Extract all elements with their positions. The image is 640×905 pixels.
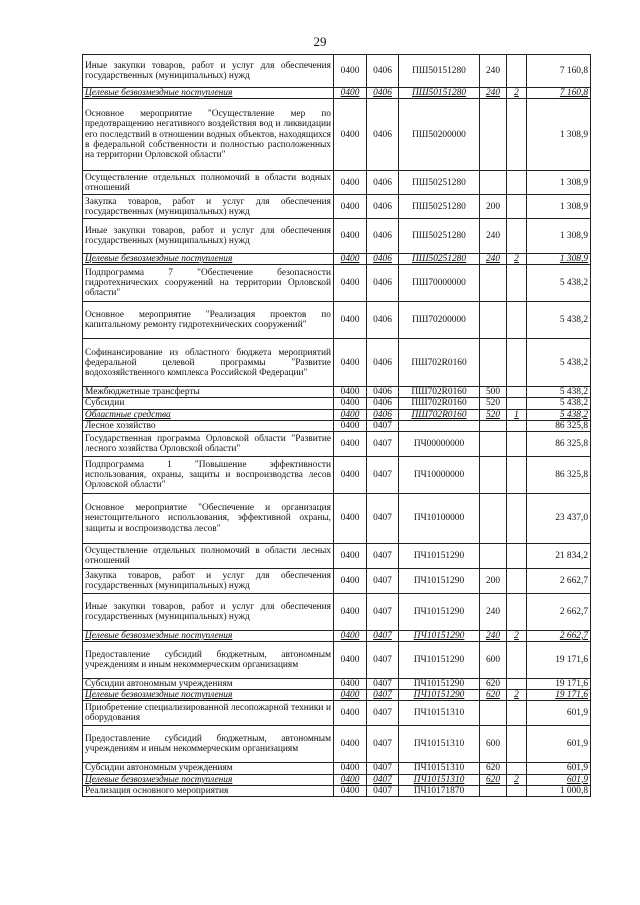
amount-cell: 1 308,9 [527, 171, 591, 195]
table-row [83, 302, 591, 339]
amount-cell: 19 171,6 [527, 642, 591, 679]
subsection-code-cell: 0407 [367, 493, 399, 543]
subsection-code-cell: 0407 [367, 701, 399, 726]
target-article-cell: ПШ50251280 [399, 219, 480, 254]
row-name-cell: Закупка товаров, работ и услуг для обеспечения государственных (муниципальных) нужд [83, 195, 334, 219]
amount-cell: 1 000,8 [527, 785, 591, 796]
target-article-cell: ПЧ10151310 [399, 774, 480, 785]
section-code-cell: 0400 [334, 568, 367, 593]
section-code-cell: 0400 [334, 630, 367, 641]
expense-type-cell: 520 [480, 398, 507, 409]
row-name-cell: Закупка товаров, работ и услуг для обеспечения государственных (муниципальных) нужд [83, 568, 334, 593]
target-article-cell: ПЧ10151290 [399, 642, 480, 679]
expense-type-cell [480, 543, 507, 568]
row-name-cell: Основное мероприятие "Реализация проектов по капитальному ремонту гидротехнических сооружений" [83, 302, 334, 339]
subsection-code-cell: 0407 [367, 726, 399, 763]
table-row [83, 785, 591, 796]
subsection-code-cell: 0406 [367, 55, 399, 88]
target-article-cell: ПШ702R0160 [399, 387, 480, 398]
section-code-cell: 0400 [334, 219, 367, 254]
source-code-cell [507, 679, 527, 690]
target-article-cell: ПЧ10151290 [399, 690, 480, 701]
row-name-cell: Целевые безвозмездные поступления [83, 774, 334, 785]
expense-type-cell: 240 [480, 254, 507, 265]
subsection-code-cell: 0407 [367, 763, 399, 774]
row-name-cell: Субсидии [83, 398, 334, 409]
target-article-cell: ПЧ00000000 [399, 431, 480, 456]
section-code-cell: 0400 [334, 99, 367, 171]
source-code-cell: 1 [507, 409, 527, 420]
expense-type-cell [480, 420, 507, 431]
table-row [83, 763, 591, 774]
row-name-cell: Целевые безвозмездные поступления [83, 690, 334, 701]
amount-cell: 19 171,6 [527, 679, 591, 690]
table-row [83, 195, 591, 219]
table-row [83, 701, 591, 726]
source-code-cell [507, 171, 527, 195]
expense-type-cell: 520 [480, 409, 507, 420]
table-row [83, 642, 591, 679]
table-row [83, 339, 591, 387]
target-article-cell: ПЧ10151290 [399, 679, 480, 690]
target-article-cell: ПЧ10151310 [399, 763, 480, 774]
expense-type-cell: 620 [480, 679, 507, 690]
subsection-code-cell: 0407 [367, 785, 399, 796]
subsection-code-cell: 0406 [367, 99, 399, 171]
target-article-cell [399, 420, 480, 431]
amount-cell: 5 438,2 [527, 387, 591, 398]
subsection-code-cell: 0406 [367, 254, 399, 265]
subsection-code-cell: 0406 [367, 302, 399, 339]
row-name-cell: Приобретение специализированной лесопожарной техники и оборудования [83, 701, 334, 726]
table-row [83, 88, 591, 99]
section-code-cell: 0400 [334, 171, 367, 195]
source-code-cell: 2 [507, 774, 527, 785]
amount-cell: 7 160,8 [527, 55, 591, 88]
row-name-cell: Областные средства [83, 409, 334, 420]
target-article-cell: ПШ702R0160 [399, 409, 480, 420]
source-code-cell [507, 543, 527, 568]
subsection-code-cell: 0407 [367, 568, 399, 593]
amount-cell: 2 662,7 [527, 630, 591, 641]
section-code-cell: 0400 [334, 785, 367, 796]
row-name-cell: Основное мероприятие "Осуществление мер по предотвращению негативного воздействия вод и ликвидации его последствий в отношении водных объектов, находящихся в федеральной собственности и полностью расположенных на территории Орловской области" [83, 99, 334, 171]
source-code-cell [507, 726, 527, 763]
amount-cell: 19 171,6 [527, 690, 591, 701]
row-name-cell: Предоставление субсидий бюджетным, автономным учреждениям и иным некоммерческим организациям [83, 726, 334, 763]
expense-type-cell: 620 [480, 763, 507, 774]
budget-table-body [83, 55, 591, 797]
source-code-cell: 2 [507, 88, 527, 99]
table-row [83, 219, 591, 254]
section-code-cell: 0400 [334, 593, 367, 630]
amount-cell: 601,9 [527, 726, 591, 763]
expense-type-cell [480, 785, 507, 796]
section-code-cell: 0400 [334, 254, 367, 265]
section-code-cell: 0400 [334, 642, 367, 679]
row-name-cell: Иные закупки товаров, работ и услуг для обеспечения государственных (муниципальных) нужд [83, 219, 334, 254]
source-code-cell [507, 265, 527, 302]
table-row [83, 55, 591, 88]
table-row [83, 431, 591, 456]
amount-cell: 1 308,9 [527, 254, 591, 265]
source-code-cell: 2 [507, 254, 527, 265]
subsection-code-cell: 0407 [367, 630, 399, 641]
section-code-cell: 0400 [334, 456, 367, 493]
target-article-cell: ПЧ10151290 [399, 543, 480, 568]
source-code-cell [507, 431, 527, 456]
source-code-cell [507, 55, 527, 88]
source-code-cell [507, 420, 527, 431]
amount-cell: 5 438,2 [527, 398, 591, 409]
amount-cell: 601,9 [527, 701, 591, 726]
row-name-cell: Субсидии автономным учреждениям [83, 763, 334, 774]
section-code-cell: 0400 [334, 774, 367, 785]
source-code-cell [507, 763, 527, 774]
target-article-cell: ПЧ10151310 [399, 726, 480, 763]
row-name-cell: Иные закупки товаров, работ и услуг для обеспечения государственных (муниципальных) нужд [83, 593, 334, 630]
section-code-cell: 0400 [334, 543, 367, 568]
source-code-cell: 2 [507, 630, 527, 641]
row-name-cell: Государственная программа Орловской области "Развитие лесного хозяйства Орловской области" [83, 431, 334, 456]
amount-cell: 86 325,8 [527, 431, 591, 456]
target-article-cell: ПШ50251280 [399, 254, 480, 265]
row-name-cell: Лесное хозяйство [83, 420, 334, 431]
subsection-code-cell: 0407 [367, 690, 399, 701]
amount-cell: 1 308,9 [527, 99, 591, 171]
section-code-cell: 0400 [334, 493, 367, 543]
expense-type-cell [480, 99, 507, 171]
expense-type-cell [480, 302, 507, 339]
source-code-cell [507, 456, 527, 493]
table-row [83, 99, 591, 171]
budget-table [82, 54, 591, 797]
target-article-cell: ПШ70000000 [399, 265, 480, 302]
subsection-code-cell: 0406 [367, 387, 399, 398]
expense-type-cell: 200 [480, 195, 507, 219]
subsection-code-cell: 0407 [367, 593, 399, 630]
table-row [83, 171, 591, 195]
table-row [83, 409, 591, 420]
expense-type-cell: 600 [480, 642, 507, 679]
row-name-cell: Основное мероприятие "Обеспечение и организация неистощительного использования, эффективной охраны, защиты и воспроизводства лесов" [83, 493, 334, 543]
amount-cell: 86 325,8 [527, 420, 591, 431]
table-row [83, 690, 591, 701]
source-code-cell [507, 195, 527, 219]
target-article-cell: ПЧ10151290 [399, 568, 480, 593]
source-code-cell [507, 493, 527, 543]
subsection-code-cell: 0407 [367, 642, 399, 679]
source-code-cell [507, 99, 527, 171]
amount-cell: 5 438,2 [527, 339, 591, 387]
target-article-cell: ПЧ10151290 [399, 593, 480, 630]
target-article-cell: ПШ50200000 [399, 99, 480, 171]
table-row [83, 254, 591, 265]
amount-cell: 7 160,8 [527, 88, 591, 99]
table-row [83, 726, 591, 763]
row-name-cell: Осуществление отдельных полномочий в области лесных отношений [83, 543, 334, 568]
table-row [83, 456, 591, 493]
expense-type-cell: 200 [480, 568, 507, 593]
amount-cell: 5 438,2 [527, 409, 591, 420]
section-code-cell: 0400 [334, 420, 367, 431]
table-row [83, 630, 591, 641]
target-article-cell: ПШ702R0160 [399, 398, 480, 409]
section-code-cell: 0400 [334, 398, 367, 409]
expense-type-cell: 240 [480, 593, 507, 630]
row-name-cell: Иные закупки товаров, работ и услуг для обеспечения государственных (муниципальных) нужд [83, 55, 334, 88]
section-code-cell: 0400 [334, 679, 367, 690]
source-code-cell [507, 593, 527, 630]
amount-cell: 601,9 [527, 774, 591, 785]
subsection-code-cell: 0407 [367, 679, 399, 690]
table-row [83, 387, 591, 398]
row-name-cell: Подпрограмма 1 "Повышение эффективности использования, охраны, защиты и воспроизводства лесов Орловской области" [83, 456, 334, 493]
row-name-cell: Подпрограмма 7 "Обеспечение безопасности гидротехнических сооружений на территории Орловской области" [83, 265, 334, 302]
subsection-code-cell: 0407 [367, 456, 399, 493]
table-row [83, 398, 591, 409]
amount-cell: 21 834,2 [527, 543, 591, 568]
expense-type-cell: 600 [480, 726, 507, 763]
expense-type-cell [480, 339, 507, 387]
subsection-code-cell: 0406 [367, 265, 399, 302]
section-code-cell: 0400 [334, 763, 367, 774]
subsection-code-cell: 0406 [367, 219, 399, 254]
source-code-cell [507, 219, 527, 254]
subsection-code-cell: 0406 [367, 171, 399, 195]
expense-type-cell: 500 [480, 387, 507, 398]
subsection-code-cell: 0407 [367, 543, 399, 568]
subsection-code-cell: 0407 [367, 431, 399, 456]
amount-cell: 2 662,7 [527, 593, 591, 630]
section-code-cell: 0400 [334, 339, 367, 387]
expense-type-cell [480, 493, 507, 543]
target-article-cell: ПШ50251280 [399, 171, 480, 195]
target-article-cell: ПШ70200000 [399, 302, 480, 339]
target-article-cell: ПЧ10151310 [399, 701, 480, 726]
target-article-cell: ПЧ10171870 [399, 785, 480, 796]
amount-cell: 2 662,7 [527, 568, 591, 593]
amount-cell: 1 308,9 [527, 195, 591, 219]
table-row [83, 543, 591, 568]
subsection-code-cell: 0407 [367, 420, 399, 431]
section-code-cell: 0400 [334, 55, 367, 88]
row-name-cell: Осуществление отдельных полномочий в области водных отношений [83, 171, 334, 195]
expense-type-cell: 620 [480, 690, 507, 701]
table-row [83, 493, 591, 543]
row-name-cell: Реализация основного мероприятия [83, 785, 334, 796]
section-code-cell: 0400 [334, 431, 367, 456]
target-article-cell: ПЧ10000000 [399, 456, 480, 493]
table-row [83, 568, 591, 593]
source-code-cell [507, 398, 527, 409]
amount-cell: 1 308,9 [527, 219, 591, 254]
expense-type-cell: 240 [480, 630, 507, 641]
source-code-cell [507, 701, 527, 726]
table-row [83, 420, 591, 431]
amount-cell: 5 438,2 [527, 302, 591, 339]
expense-type-cell [480, 701, 507, 726]
table-row [83, 593, 591, 630]
row-name-cell: Субсидии автономным учреждениям [83, 679, 334, 690]
expense-type-cell [480, 171, 507, 195]
source-code-cell [507, 302, 527, 339]
table-row [83, 774, 591, 785]
expense-type-cell: 240 [480, 55, 507, 88]
section-code-cell: 0400 [334, 265, 367, 302]
section-code-cell: 0400 [334, 88, 367, 99]
subsection-code-cell: 0406 [367, 409, 399, 420]
section-code-cell: 0400 [334, 690, 367, 701]
expense-type-cell [480, 265, 507, 302]
row-name-cell: Софинансирование из областного бюджета мероприятий федеральной целевой программы "Развитие водохозяйственного комплекса Российской Федерации" [83, 339, 334, 387]
subsection-code-cell: 0406 [367, 339, 399, 387]
target-article-cell: ПЧ10100000 [399, 493, 480, 543]
expense-type-cell: 240 [480, 88, 507, 99]
section-code-cell: 0400 [334, 726, 367, 763]
target-article-cell: ПЧ10151290 [399, 630, 480, 641]
target-article-cell: ПШ50151280 [399, 88, 480, 99]
source-code-cell [507, 568, 527, 593]
expense-type-cell [480, 431, 507, 456]
expense-type-cell [480, 456, 507, 493]
table-row [83, 679, 591, 690]
section-code-cell: 0400 [334, 195, 367, 219]
source-code-cell [507, 785, 527, 796]
target-article-cell: ПШ50251280 [399, 195, 480, 219]
amount-cell: 601,9 [527, 763, 591, 774]
row-name-cell: Целевые безвозмездные поступления [83, 88, 334, 99]
amount-cell: 23 437,0 [527, 493, 591, 543]
source-code-cell [507, 642, 527, 679]
section-code-cell: 0400 [334, 409, 367, 420]
section-code-cell: 0400 [334, 387, 367, 398]
target-article-cell: ПШ50151280 [399, 55, 480, 88]
section-code-cell: 0400 [334, 701, 367, 726]
row-name-cell: Межбюджетные трансферты [83, 387, 334, 398]
source-code-cell: 2 [507, 690, 527, 701]
row-name-cell: Предоставление субсидий бюджетным, автономным учреждениям и иным некоммерческим организациям [83, 642, 334, 679]
source-code-cell [507, 387, 527, 398]
row-name-cell: Целевые безвозмездные поступления [83, 254, 334, 265]
row-name-cell: Целевые безвозмездные поступления [83, 630, 334, 641]
expense-type-cell: 240 [480, 219, 507, 254]
subsection-code-cell: 0406 [367, 88, 399, 99]
amount-cell: 5 438,2 [527, 265, 591, 302]
target-article-cell: ПШ702R0160 [399, 339, 480, 387]
subsection-code-cell: 0406 [367, 195, 399, 219]
source-code-cell [507, 339, 527, 387]
subsection-code-cell: 0407 [367, 774, 399, 785]
expense-type-cell: 620 [480, 774, 507, 785]
page-number: 29 [313, 34, 327, 49]
subsection-code-cell: 0406 [367, 398, 399, 409]
table-row [83, 265, 591, 302]
section-code-cell: 0400 [334, 302, 367, 339]
amount-cell: 86 325,8 [527, 456, 591, 493]
